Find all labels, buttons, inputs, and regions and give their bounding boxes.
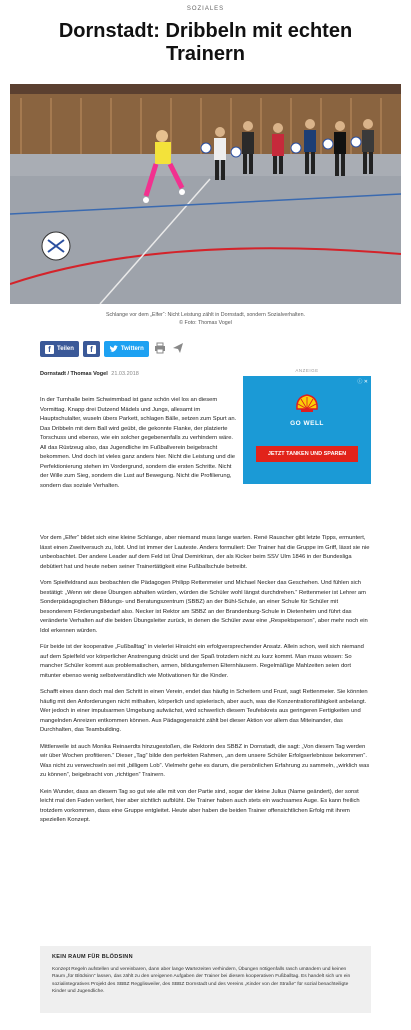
body-paragraph: Vor dem „Elfer“ bildet sich eine kleine Schlange, aber niemand muss lange warten. René Rauscher gibt letzte Tipps, ermuntert, lässt einen Zweitversuch zu, lobt. Und ist immer der Lauteste. Anders formuliert: Der Trainer hat die Gruppe im Griff, lässt sie nie unbeobachtet. Der andere Leader auf dem Feld ist Ünal Demirkiran, der als Kicker beim SSV Ulm 1846 in der Bundesliga debütiert hat und heute neben seiner Trainertätigkeit eine Fußballschule betreibt. [40, 535, 370, 570]
info-box-text: Konzept Regeln aufstellen und vereinbaren, dann aber lange Wartezeiten verhindern, Übungen nötigenfalls rasch umändern und keinen Raum „für Blödsinn“ lassen, das zählt zu den ureigenen Aufgaben der Trainer bei diesem kooperativen Fußballtag. Es handelt sich um ein sozialintegratives Projekt des SBBZ Regglisweiler, des SBBZ Dornstadt und des Vereins „Kinder von der Straße“ für sozial benachteiligte Kinder und Jugendliche. [52, 967, 351, 994]
body-paragraph: Für beide ist der kooperative „Fußballtag“ in vielerlei Hinsicht ein erfolgversprechender Ansatz. Allein schon, weil sich niemand auf dem Spielfeld vor körperlicher Anstrengung drückt und der Spaß trotzdem nicht zu kurz kommt. Man muss wissen: So mancher Schüler kommt aus problematischen, armen, bildungsfernen Elternhäusern. Regelmäßige Mahlzeiten seien dort mitunter ebenso wenig selbstverständlich wie Motivationen für die Kinder. [40, 644, 364, 679]
ad-banner[interactable] [243, 376, 371, 484]
body-paragraph: Vom Spielfeldrand aus beobachten die Pädagogen Philipp Rettenmeier und Michael Necker das Geschehen. Und fühlen sich bestätigt: „Wenn wir diese Übungen abhalten würden, würden die Schüler wohl längst durchdrehen.“ Rettenmeier ist Lehrer am Sonderpädagogischen Bildungs- und Beratungszentrum (SBBZ) an der Bühl-Schule, an einer Schule für Schüler mit besonderem Förderungsbedarf also. Necker ist Rektor am SBBZ an der Brandenburg-Schule in Dietenheim und führt das veränderte Verhalten auf die beiden Übungsleiter zurück, in denen die Schüler zwar eine „Respektsperson“, aber mehr noch ein Idol erkennen würden. [40, 580, 368, 634]
facebook-icon: f [87, 345, 96, 354]
share-bar [40, 341, 185, 357]
caption-text: Schlange vor dem „Elfer“: Nicht Leistung zählt in Dornstadt, sondern Sozialverhalten. [105, 312, 306, 318]
gym-scene-illustration [10, 84, 401, 304]
article-photo[interactable] [10, 84, 401, 304]
ad-cta-button[interactable]: JETZT TANKEN UND SPAREN [256, 446, 358, 462]
lead-paragraph: In der Turnhalle beim Schwimmbad ist ganz schön viel los an diesem Vormittag. Knapp drei Dutzend Mädels und Jungs, allesamt im Hauptschulalter, wuseln übers Parkett, schlagen Bälle, setzen zum Spurt an. Das Dribbeln mit dem Ball wird geübt, die gekonnte Flanke, der platzierte Torschuss und ebenso, wie ein solcher gegebenenfalls zu verhindern wäre. All das Rüstzeug also, das Jugendliche im Fußballverein beigebracht bekommen. Und doch ist vieles ganz anders hier. Nicht die Leistung und die Perfektionierung stehen im Vordergrund, sondern die ersten Schritte. Nicht der Wille zum Sieg, sondern die Lust auf Bewegung. Nicht die Profilierung, sondern das soziale Verhalten. [40, 397, 237, 489]
ad-label: ANZEIGE [295, 368, 319, 373]
article-byline [40, 371, 139, 377]
body-paragraph: Schafft eines dann doch mal den Schritt in einen Verein, endet das häufig in Scheitern und Frust, sagt Rettenmeier. Sie könnten häufig mit den Anforderungen nicht mithalten, körperlich und spielerisch, aber auch, was die Konzentrationsfähigkeit anbelangt. Wer jedoch in einer impulsarmen Umgebung aufwächst, wird schwerlich diesem Teufelskreis aus geringeren Fertigkeiten und mangelnden Anreizen entkommen können. Aus Pädagogensicht zählt bei dieser Aktion vor allem das Miteinander, das Durchhalten, das Teambuilding. [40, 689, 368, 733]
caption-credit: © Foto: Thomas Vogel [179, 320, 232, 326]
ad-close-icon[interactable]: ⓘ ✕ [357, 379, 368, 385]
facebook-share-label: Teilen [57, 346, 74, 352]
photo-caption [10, 311, 401, 327]
twitter-share-button[interactable] [104, 341, 149, 357]
info-box [40, 946, 371, 1013]
send-icon [172, 342, 184, 354]
facebook-icon: f [45, 345, 54, 354]
ad-slogan: GO WELL [290, 420, 324, 427]
facebook-share-button[interactable] [40, 341, 79, 357]
advertisement[interactable] [243, 368, 371, 486]
article-body [40, 534, 371, 833]
category-kicker[interactable]: SOZIALES [186, 6, 225, 12]
print-icon [154, 342, 166, 354]
article-headline: Dornstadt: Dribbeln mit echten Trainern [58, 20, 353, 65]
body-paragraph: Kein Wunder, dass an diesem Tag so gut wie alle mit von der Partie sind, sogar der kleine Julius (Name geändert), der sonst leicht mal den Faden verliert, hier aber sichtlich aufblüht. Die Trainer haben auch stets ein wachsames Auge. Es kann freilich trotzdem vorkommen, dass eine Gruppe entgleitet. Heute aber haben die beiden Trainer offensichtlichen Erfolg mit ihrem speziellen Konzept. [40, 788, 360, 823]
twitter-share-label: Twittern [120, 346, 144, 352]
twitter-icon [109, 345, 118, 354]
info-box-title: KEIN RAUM FÜR BLÖDSINN [52, 954, 133, 960]
byline-date: 21.03.2018 [111, 371, 139, 377]
shell-logo-icon [295, 393, 319, 413]
byline-authors: Dornstadt / Thomas Vogel [40, 371, 108, 377]
body-paragraph: Mittlerweile ist auch Monika Reinaerdts hinzugestoßen, die Rektorin des SBBZ in Dornstadt, die sagt: „Von diesem Tag werden wir über Wochen profitieren.“ Dieser „Tag“ bilde den perfekten Rahmen, „an dem unsere Schüler Erfolgserlebnisse bekommen“. Was nicht zu verwechseln sei mit „billigem Lob“. Vielmehr gehe es darum, die persönlichen Erfahrung zu sammeln, „wirklich was zu können“, beigebracht von „richtigen“ Trainern. [40, 743, 370, 778]
print-button[interactable] [153, 342, 167, 356]
facebook-like-button[interactable] [83, 341, 100, 357]
send-button[interactable] [171, 342, 185, 356]
